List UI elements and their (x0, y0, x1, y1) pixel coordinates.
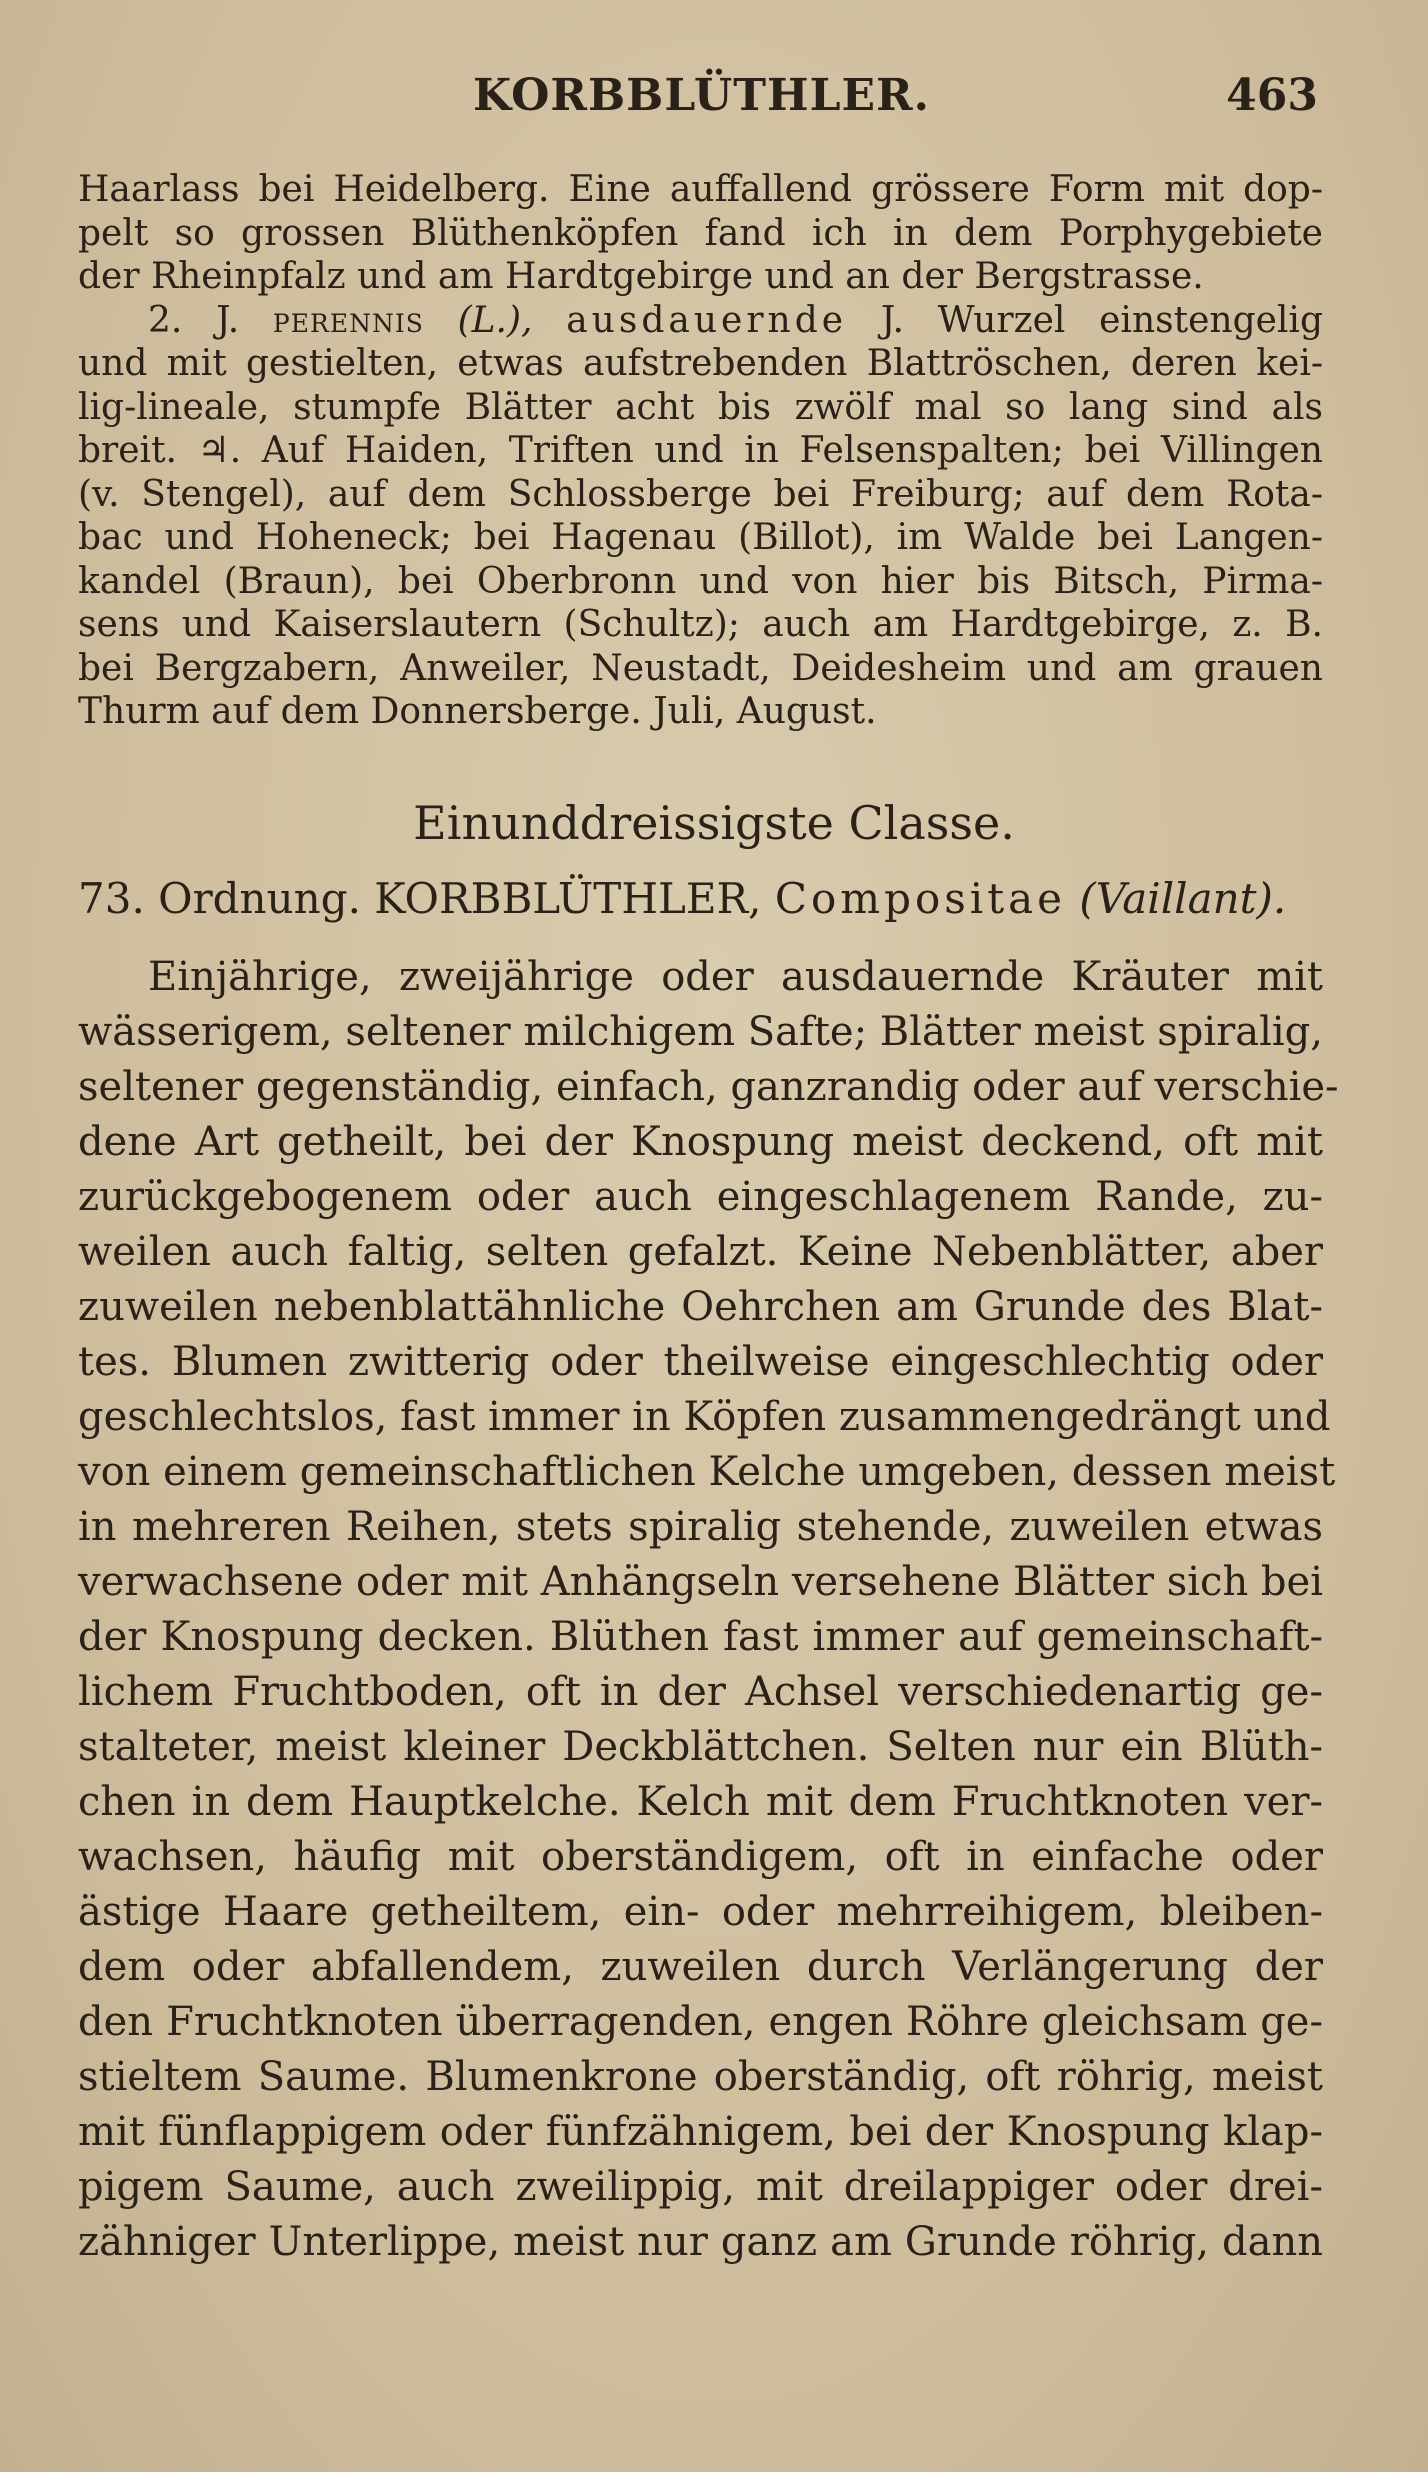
text-line: verwachsene oder mit Anhängseln versehene Blätter sich bei (78, 1559, 1323, 1605)
text-line: geschlechtslos, fast immer in Köpfen zusammengedrängt und (78, 1394, 1331, 1440)
text-line: weilen auch faltig, selten gefalzt. Keine Nebenblätter, aber (78, 1229, 1323, 1275)
order-heading (78, 874, 1323, 923)
order-author: (Vaillant). (1079, 874, 1287, 923)
species-common-name: ausdauernde (566, 299, 848, 341)
text-line: in mehreren Reihen, stets spiralig stehende, zuweilen etwas (78, 1504, 1323, 1550)
text-line: kandel (Braun), bei Oberbronn und von hier bis Bitsch, Pirma- (78, 560, 1323, 602)
order-latin-name: Compositae (774, 874, 1067, 923)
species-number: 2. J. (148, 299, 240, 341)
text-line: pigem Saume, auch zweilippig, mit dreilappiger oder drei- (78, 2164, 1323, 2210)
running-title: KORBBLÜTHLER. (473, 70, 930, 121)
species-description-start: J. Wurzel einstengelig (880, 299, 1323, 341)
text-line: Thurm auf dem Donnersberge. Juli, August. (78, 691, 877, 732)
text-line: bac und Hoheneck; bei Hagenau (Billot), im Walde bei Langen- (78, 517, 1323, 558)
text-line: lig-lineale, stumpfe Blätter acht bis zwölf mal so lang sind als (78, 386, 1323, 428)
text-line: stieltem Saume. Blumenkrone oberständig, oft röhrig, meist (78, 2054, 1323, 2100)
text-line: sens und Kaiserslautern (Schultz); auch am Hardtgebirge, z. B. (78, 604, 1323, 645)
text-line: chen in dem Hauptkelche. Kelch mit dem Fruchtknoten ver- (78, 1779, 1323, 1825)
species-text-block (78, 168, 1323, 734)
text-line: von einem gemeinschaftlichen Kelche umgeben, dessen meist (78, 1449, 1336, 1495)
text-line: ästige Haare getheiltem, ein- oder mehrreihigem, bleiben- (78, 1889, 1323, 1935)
text-line: der Knospung decken. Blüthen fast immer auf gemeinschaft- (78, 1614, 1323, 1660)
text-line: seltener gegenständig, einfach, ganzrandig oder auf verschie- (78, 1064, 1339, 1110)
text-line: pelt so grossen Blüthenköpfen fand ich in dem Porphygebiete (78, 212, 1323, 254)
text-line: Haarlass bei Heidelberg. Eine auffallend grössere Form mit dop- (78, 169, 1323, 210)
text-line: wässerigem, seltener milchigem Safte; Blätter meist spiralig, (78, 1009, 1323, 1055)
species-entry-first-line (78, 299, 1323, 343)
text-line: lichem Fruchtboden, oft in der Achsel verschiedenartig ge- (78, 1669, 1323, 1715)
text-line: Einjährige, zweijährige oder ausdauernde Kräuter mit (148, 954, 1323, 1000)
page-header (75, 70, 1328, 130)
order-prefix: 73. Ordnung. KORBBLÜTHLER, (78, 874, 762, 923)
text-line: zähniger Unterlippe, meist nur ganz am Grunde röhrig, dann (78, 2219, 1323, 2265)
class-title: Einunddreissigste Classe. (413, 796, 1015, 850)
order-description (78, 950, 1339, 2270)
page-number: 463 (1226, 70, 1318, 121)
text-line: stalteter, meist kleiner Deckblättchen. Selten nur ein Blüth- (78, 1724, 1323, 1770)
text-line: und mit gestielten, etwas aufstrebenden Blattröschen, deren kei- (78, 343, 1323, 384)
text-line: wachsen, häufig mit oberständigem, oft in einfache oder (78, 1834, 1323, 1880)
text-line: zurückgebogenem oder auch eingeschlagenem Rande, zu- (78, 1174, 1323, 1220)
species-author: (L.), (457, 299, 533, 341)
text-line: tes. Blumen zwitterig oder theilweise eingeschlechtig oder (78, 1339, 1323, 1385)
text-line: den Fruchtknoten überragenden, engen Röhre gleichsam ge- (78, 1999, 1323, 2045)
text-line: der Rheinpfalz und am Hardtgebirge und an der Bergstrasse. (78, 256, 1204, 297)
text-line: (v. Stengel), auf dem Schlossberge bei Freiburg; auf dem Rota- (78, 473, 1323, 515)
text-line: zuweilen nebenblattähnliche Oehrchen am Grunde des Blat- (78, 1284, 1323, 1330)
text-line: bei Bergzabern, Anweiler, Neustadt, Deidesheim und am grauen (78, 647, 1323, 689)
text-line: mit fünflappigem oder fünfzähnigem, bei der Knospung klap- (78, 2109, 1323, 2155)
species-name: perennis (272, 299, 424, 341)
text-line: dem oder abfallendem, zuweilen durch Verlängerung der (78, 1944, 1323, 1990)
text-line: dene Art getheilt, bei der Knospung meist deckend, oft mit (78, 1119, 1323, 1165)
text-line: breit. ♃. Auf Haiden, Triften und in Felsenspalten; bei Villingen (78, 430, 1323, 471)
